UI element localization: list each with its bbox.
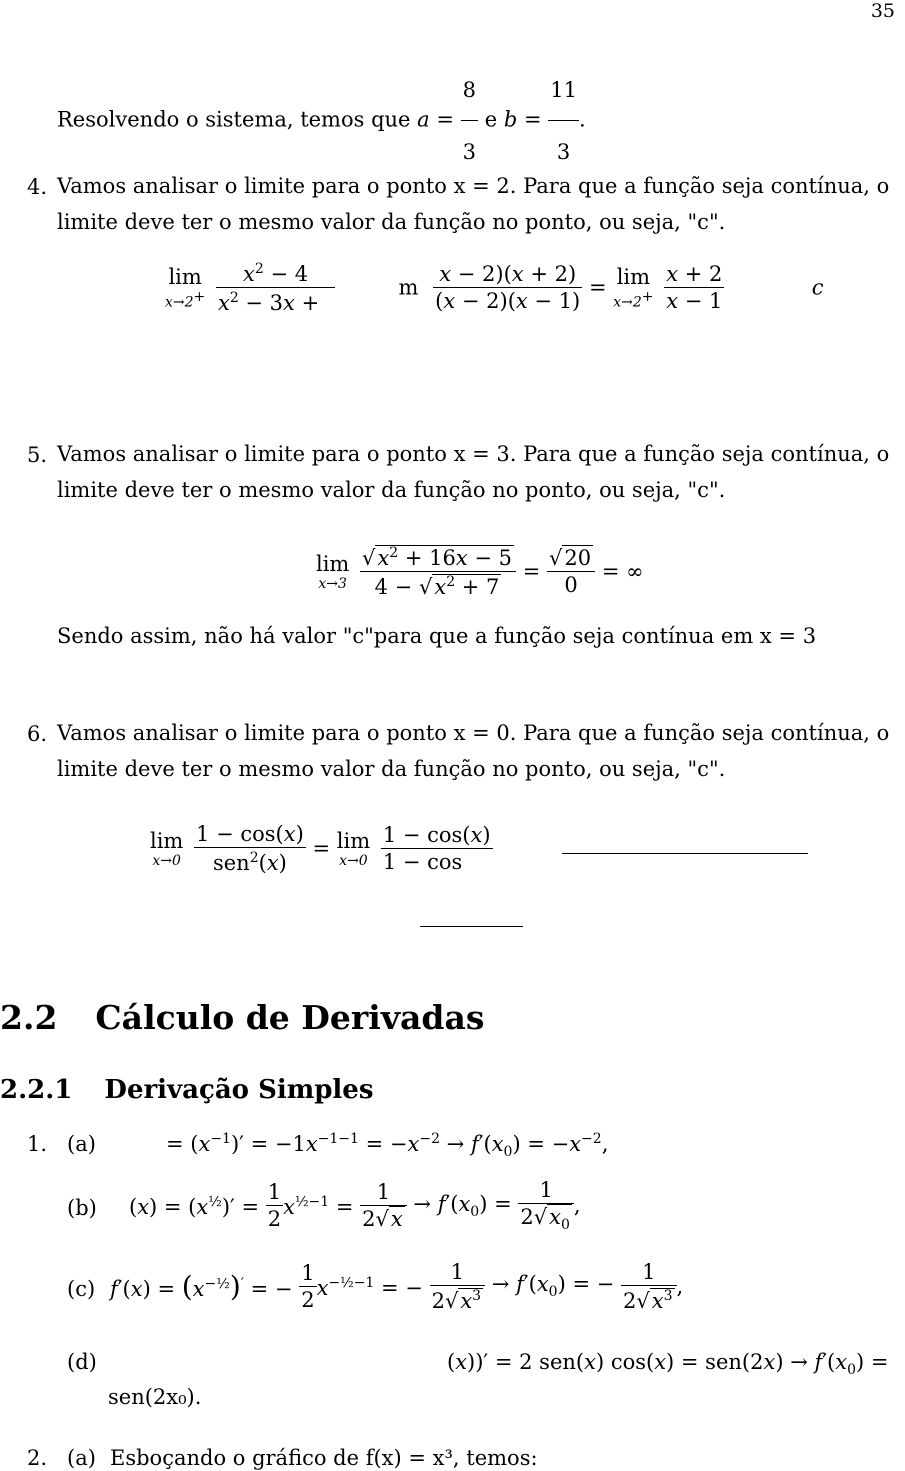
deriv-2-number: 2. <box>27 1446 48 1470</box>
fraction-rule-right <box>562 853 808 854</box>
deriv-1c-equation: $f'(x) = (x^{-\frac{1}{2}})'$ = − $\frac{1}{2}$ $x^{-\frac{1}{2}-1}$ = − $\frac{1}{2√x^3}$ → $f'(x_0)$ = − $\frac{1}{2√x^3}$ , <box>110 1260 684 1313</box>
deriv-2a-label: (a) <box>67 1446 96 1470</box>
fraction-b: $\frac{11}{3}$ <box>548 62 579 180</box>
deriv-1b-equation: $(x) = (x^{\frac{1}{2}})'$ = $\frac{1}{2}$ $x^{\frac{1}{2}-1}$ = $\frac{1}{2√x}$ → $f'(x_0)$ = $\frac{1}{2√x_0}$ , <box>129 1178 581 1234</box>
deriv-1c-label: (c) <box>67 1277 96 1301</box>
fraction-a: $\frac{8}{3}$ <box>461 62 478 180</box>
deriv-1d-continuation: sen(2x₀). <box>108 1385 202 1409</box>
item-5-conclusion: Sendo assim, não há valor "c"para que a função seja contínua em x = 3 <box>57 624 817 648</box>
deriv-1b-label: (b) <box>67 1196 97 1220</box>
deriv-2a-text: Esboçando o gráfico de f(x) = x³, temos: <box>110 1446 538 1470</box>
item-6-text: Vamos analisar o limite para o ponto x = 0. Para que a função seja contínua, o limite deve ter o mesmo valor da função no ponto, ou seja, "c". <box>57 721 890 781</box>
intro-text: Resolvendo o sistema, temos que <box>57 107 411 132</box>
item-5-number: 5. <box>27 443 48 467</box>
deriv-1-number: 1. <box>27 1132 48 1156</box>
item-5-text: Vamos analisar o limite para o ponto x = 3. Para que a função seja contínua, o limite deve ter o mesmo valor da função no ponto, ou seja, "c". <box>57 442 890 502</box>
item-6-equation: lim x→0 $\frac{1 - \cos(x)}{sen^2(x)}$ = lim x→0 $\frac{1 - \cos(x)}{1 - \cos}$ <box>150 822 491 875</box>
section-heading: 2.2 Cálculo de Derivadas <box>0 998 485 1037</box>
page-number: 35 <box>870 0 895 22</box>
deriv-1d-label: (d) <box>67 1350 97 1374</box>
item-4-number: 4. <box>27 175 48 199</box>
intro-line: Resolvendo o sistema, temos que a = $\frac{8}{3}$ e b = $\frac{11}{3}$ . <box>57 62 586 180</box>
item-6-number: 6. <box>27 722 48 746</box>
item-4-text: Vamos analisar o limite para o ponto x = 2. Para que a função seja contínua, o limite deve ter o mesmo valor da função no ponto, ou seja, "c". <box>57 174 890 234</box>
deriv-1a-equation: = $(x^{-1})' = -1x^{-1-1} = -x^{-2} \to f'(x_0) = -x^{-2}$, <box>166 1131 609 1161</box>
subsection-heading: 2.2.1 Derivação Simples <box>0 1075 374 1105</box>
deriv-1a-label: (a) <box>67 1132 96 1156</box>
deriv-1d-equation: (x))′ = 2 sen(x) $\cos(x) = sen(2x) \to f'(x_0)$ = <box>447 1350 889 1379</box>
item-5-equation: lim x→3 $\frac{√x^2 + 16x - 5}{4 - √x^2 + 7}$ = $\frac{√20}{0}$ = ∞ <box>316 545 644 599</box>
item-4-equation: lim x→2+ $\frac{x^2 - 4}{x^2 - 3x +}$ m $\frac{x - 2)(x + 2)}{(x - 2)(x - 1)}$ = lim x→2+ $\frac{x + 2}{x - 1}$ c <box>165 261 824 315</box>
fraction-rule-bottom <box>420 926 523 927</box>
